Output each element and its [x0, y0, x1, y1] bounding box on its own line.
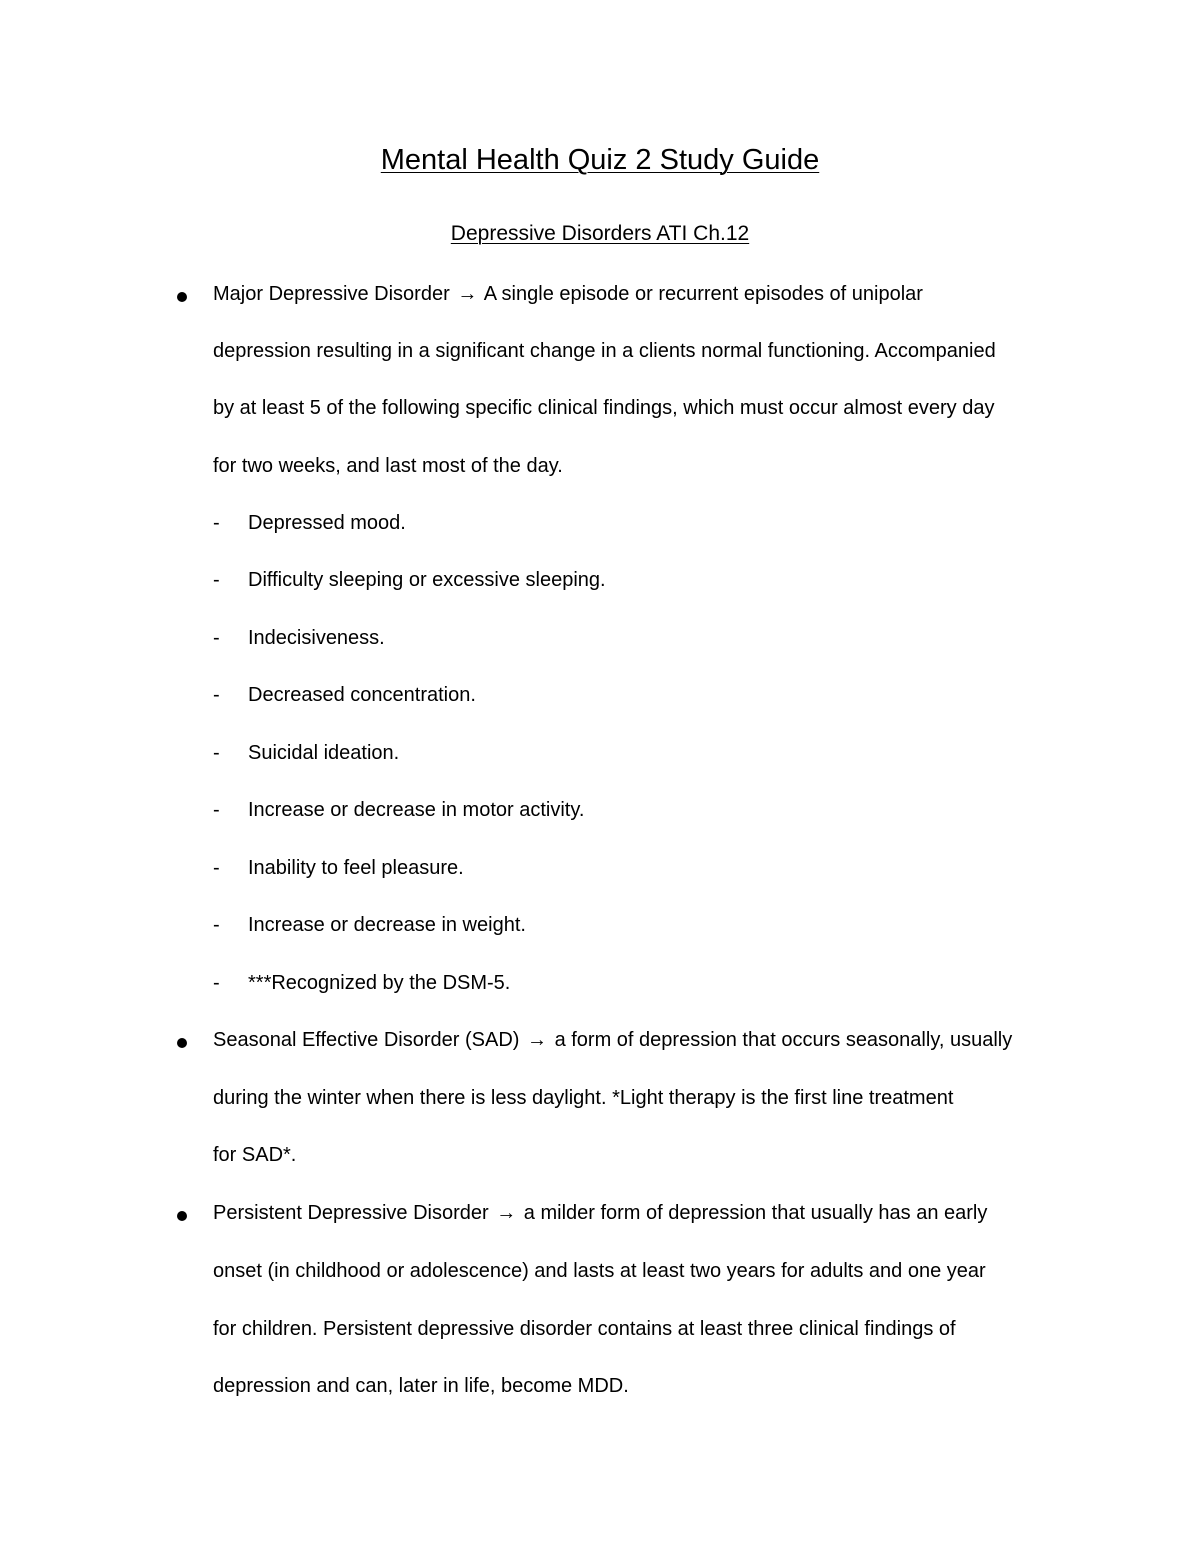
sub-list-item: Suicidal ideation. — [248, 742, 400, 764]
list-item-sad-line-3: for SAD*. — [213, 1144, 297, 1166]
list-item-pdd-line-2: onset (in childhood or adolescence) and lasts at least two years for adults and one year — [213, 1260, 986, 1282]
definition-text: a form of depression that occurs seasonally, usually — [554, 1029, 1013, 1051]
list-item-pdd-line-1 — [213, 1198, 987, 1228]
list-item-mdd-line-1 — [213, 279, 923, 309]
arrow-right-icon: → — [527, 1029, 547, 1051]
dash-marker: - — [213, 684, 220, 706]
sub-list-item: Difficulty sleeping or excessive sleeping. — [248, 569, 606, 591]
term-sad: Seasonal Effective Disorder (SAD) — [213, 1029, 520, 1051]
sub-list-item: Indecisiveness. — [248, 627, 385, 649]
arrow-right-icon: → — [496, 1202, 517, 1224]
dash-marker: - — [213, 972, 220, 994]
page-title-text: Mental Health Quiz 2 Study Guide — [380, 144, 820, 176]
list-item-sad-line-2: during the winter when there is less daylight. *Light therapy is the first line treatment — [213, 1087, 954, 1109]
list-item-sad-line-1 — [213, 1025, 1012, 1055]
dash-marker: - — [213, 512, 220, 534]
list-item-mdd-line-3: by at least 5 of the following specific clinical findings, which must occur almost every day — [213, 397, 995, 419]
term-pdd: Persistent Depressive Disorder — [213, 1202, 489, 1224]
dash-marker: - — [213, 569, 220, 591]
definition-text: A single episode or recurrent episodes of unipolar — [483, 283, 923, 305]
section-heading-text: Depressive Disorders ATI Ch.12 — [450, 222, 750, 245]
dash-marker: - — [213, 799, 220, 821]
dash-marker: - — [213, 914, 220, 936]
sub-list-item: Increase or decrease in motor activity. — [248, 799, 585, 821]
list-item-mdd-line-2: depression resulting in a significant change in a clients normal functioning. Accompanied — [213, 340, 996, 362]
dash-marker: - — [213, 857, 220, 879]
definition-text: a milder form of depression that usually has an early — [523, 1202, 988, 1224]
sub-list-item: ***Recognized by the DSM-5. — [248, 972, 511, 994]
arrow-right-icon: → — [457, 283, 478, 305]
dash-marker: - — [213, 627, 220, 649]
page-title — [0, 140, 1200, 180]
bullet-icon — [177, 1211, 187, 1221]
section-heading — [0, 218, 1200, 250]
list-item-pdd-line-4: depression and can, later in life, become MDD. — [213, 1375, 629, 1397]
bullet-icon — [177, 292, 187, 302]
list-item-mdd-line-4: for two weeks, and last most of the day. — [213, 455, 563, 477]
sub-list-item: Inability to feel pleasure. — [248, 857, 464, 879]
term-mdd: Major Depressive Disorder — [213, 283, 450, 305]
dash-marker: - — [213, 742, 220, 764]
sub-list-item: Decreased concentration. — [248, 684, 476, 706]
sub-list-item: Increase or decrease in weight. — [248, 914, 526, 936]
sub-list-item: Depressed mood. — [248, 512, 406, 534]
bullet-icon — [177, 1038, 187, 1048]
list-item-pdd-line-3: for children. Persistent depressive disorder contains at least three clinical findings of — [213, 1318, 956, 1340]
